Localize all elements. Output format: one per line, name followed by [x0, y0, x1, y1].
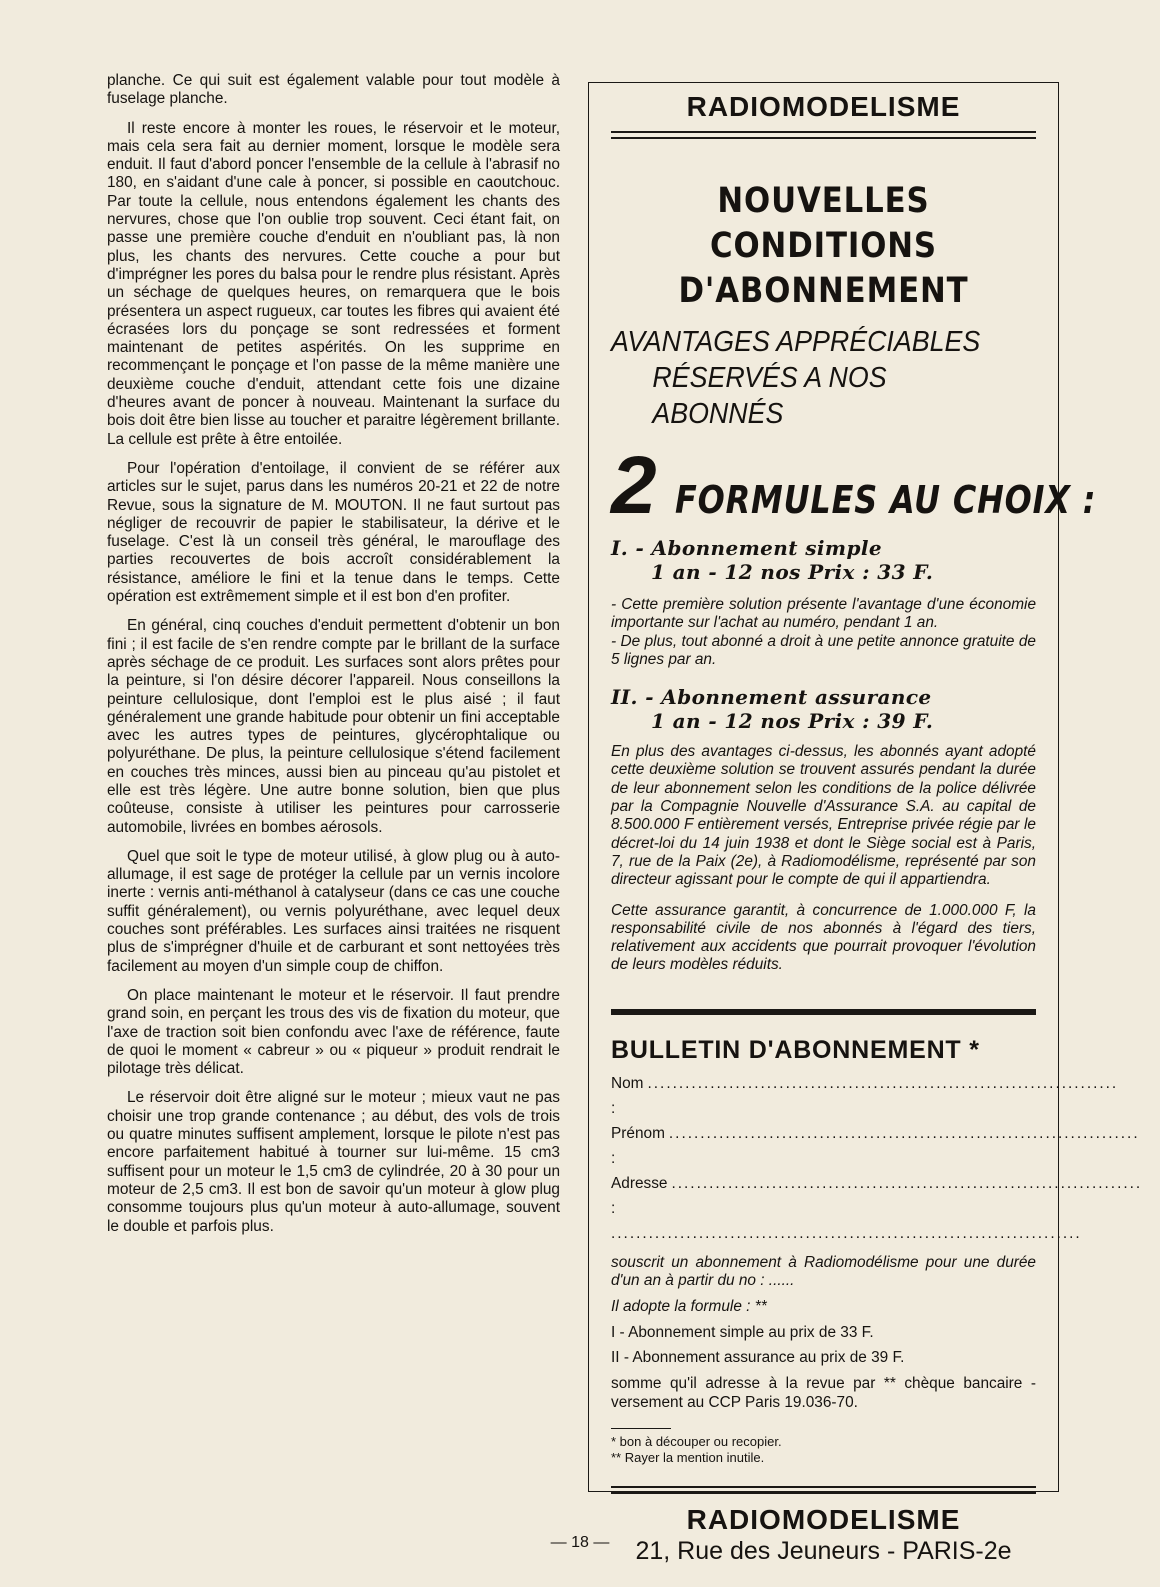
field-adresse-continued[interactable] [611, 1221, 1082, 1246]
formula-1-text: - De plus, tout abonné a droit à une petite annonce gratuite de 5 lignes par an. [611, 632, 1036, 668]
field-nom-line[interactable]: ........................................................................... [647, 1074, 1119, 1092]
formula-1-title: I. - Abonnement simple [611, 536, 882, 560]
advantages-heading [611, 324, 1011, 432]
ad-title-line-1: NOUVELLES CONDITIONS [709, 181, 938, 266]
article-paragraph: planche. Ce qui suit est également valable pour tout modèle à fuselage planche. [107, 72, 560, 108]
ad-masthead: RADIOMODELISME [686, 91, 961, 122]
advantages-line-1: AVANTAGES APPRÉCIABLES [611, 326, 981, 358]
bulletin-form [611, 1071, 1143, 1246]
formula-1-heading [611, 536, 1036, 584]
formula-2-text: Cette assurance garantit, à concurrence de 1.000.000 F, la responsabilité civile de nos abonnés à l'égard des tiers, relativement aux accidents que pourrait provoquer l'évolution de leurs modèles réduits. [611, 901, 1036, 974]
formula-2-price: 1 an - 12 nos Prix : 39 F. [651, 709, 934, 734]
formula-2-text: En plus des avantages ci-dessus, les abonnés ayant adopté cette deuxième solution se trouvent assurés pendant la durée de leur abonnement selon les conditions de la police délivrée par la Compagnie Nouvelle d'Assurance S.A. au capital de 8.500.000 F entièrement versés, Entreprise privée régie par le décret-loi du 14 juin 1938 et dont le Siège social est à Paris, 7, rue de la Paix (2e), à Radiomodélisme, représenté par son directeur agissant pour le compte de qui il appartiendra. [611, 743, 1036, 889]
footnote-1: * bon à découper ou recopier. [611, 1433, 782, 1449]
advantages-line-2: RÉSERVÉS A NOS ABONNÉS [652, 362, 887, 430]
subscription-ad-box [588, 82, 1143, 1565]
subscription-statement: souscrit un abonnement à Radiomodélisme pour une durée d'un an à partir du no : ...... [611, 1253, 1036, 1290]
payment-statement: somme qu'il adresse à la revue par ** chèque bancaire - versement au CCP Paris 19.036-70. [611, 1375, 1036, 1411]
page-number: — 18 — [550, 1534, 610, 1551]
formula-2-description [611, 743, 1036, 975]
address-line: 21, Rue des Jeuneurs - PARIS-2e [635, 1536, 1012, 1565]
formula-2-heading [611, 685, 1036, 733]
formula-choice-label: Il adopte la formule : ** [611, 1298, 767, 1316]
ad-title [637, 179, 1011, 314]
address-title: RADIOMODELISME [686, 1503, 961, 1535]
formula-1-price: 1 an - 12 nos Prix : 33 F. [651, 560, 934, 584]
field-nom[interactable] [611, 1071, 1119, 1121]
article-paragraph: En général, cinq couches d'enduit permettent d'obtenir un bon fini ; il est facile de s'en rendre compte par le brillant de la surface après séchage de ce produit. Les surfaces sont alors prêtes pour la peinture, si l'on désire décorer l'appareil. Nous conseillons la peinture cellulosique, dont l'emploi est le plus aisé ; il faut généralement une grande habitude pour obtenir un fini acceptable avec les autres types de peintures, glycérophtalique ou polyuréthane. De plus, la peinture cellulosique s'étend facilement en couches très minces, aussi bien au pinceau qu'au pistolet et elle est très légère. Une autre bonne solution, bien que plus coûteuse, consiste à utiliser les peintures pour carrosserie automobile, livrées en bombes aérosols. [107, 617, 560, 836]
formules-text: FORMULES AU CHOIX : [674, 478, 1096, 522]
field-adresse[interactable] [611, 1171, 1143, 1221]
article-paragraph: Quel que soit le type de moteur utilisé, à glow plug ou à auto-allumage, il est sage de protéger la cellule par un vernis incolore inerte : vernis anti-méthanol à catalyseur (dans ce cas une couche suffit généralement), ou vernis polyuréthane, avec lequel deux couches sont préférables. Les surfaces ainsi traitées ne risquent plus de s'imprégner d'huile et de carburant et sont nettoyées très facilement au moyen d'un simple coup de chiffon. [107, 847, 560, 975]
article-paragraph: Il reste encore à monter les roues, le réservoir et le moteur, mais cela sera fait au dernier moment, lorsque le modèle sera enduit. Il faut d'abord poncer l'ensemble de la cellule à l'abrasif no 180, en s'aidant d'une cale à poncer, si possible en caoutchouc. Par toute la cellule, nous entendons également les chants des nervures, chose que l'on oublie trop souvent. Ceci étant fait, on passe une première couche d'enduit en n'oubliant pas, là non plus, les chants des nervures. Cette couche a pour but d'imprégner les pores du balsa pour le rendre plus résistant. Après un séchage de quelques heures, on remarquera que le bois présentera un aspect rugueux, car toutes les fibres qui avaient été écrasées lors du ponçage se sont redressées et forment maintenant de petites aspérités. On les supprime en recommençant le ponçage et l'on passe de la même manière une deuxième couche d'enduit, attendant cette fois une dizaine d'heures avant de poncer à nouveau. Maintenant la surface du bois doit être bien lisse au toucher et paraitre légèrement brillante. La cellule est prête à être entoilée. [107, 119, 560, 448]
article-column [107, 72, 560, 1236]
article-paragraph: Pour l'opération d'entoilage, il convient de se référer aux articles sur le sujet, parus dans les numéros 20-21 et 22 de notre Revue, sous la signature de M. MOUTON. Il ne faut surtout pas négliger de recouvrir de papier le stabilisateur, la dérive et le fuselage. C'est là un conseil très général, le marouflage des parties recouvertes de bois accroît considérablement la résistance, améliore le fini et la tenue dans le temps. Cette opération est extrêmement simple et il est bon d'en profiter. [107, 459, 560, 606]
formula-2-title: II. - Abonnement assurance [611, 685, 932, 710]
field-adresse-line-2[interactable]: ........................................................................... [611, 1224, 1082, 1242]
footnote-2: ** Rayer la mention inutile. [611, 1449, 765, 1465]
section-rule [611, 1009, 1036, 1015]
article-paragraph: Le réservoir doit être aligné sur le moteur ; mieux vaut ne pas choisir une trop grande contenance ; au début, des vols de trois ou quatre minutes suffisent amplement, lorsque le pilote n'est pas encore parfaitement habitué à tourner sur lui-même. 15 cm3 suffisent pour un moteur le 1,5 cm3 de cylindrée, 20 à 30 pour un moteur de 2,5 cm3. Il est bon de savoir qu'un moteur à glow plug consomme toujours plus qu'un moteur à auto-allumage, souvent le double et parfois plus. [107, 1089, 560, 1235]
field-nom-label: Nom : [611, 1074, 644, 1117]
footnote-rule [611, 1428, 671, 1429]
ad-title-line-2: D'ABONNEMENT [678, 271, 969, 311]
formules-number: 2 [611, 440, 657, 531]
option-2: II - Abonnement assurance au prix de 39 F. [611, 1348, 905, 1366]
field-prenom[interactable] [611, 1121, 1140, 1171]
formula-1-text: - Cette première solution présente l'avantage d'une économie importante sur l'achat au numéro, pendant 1 an. [611, 596, 1036, 632]
option-1: I - Abonnement simple au prix de 33 F. [611, 1323, 874, 1341]
formules-heading [611, 440, 1096, 531]
field-prenom-line[interactable]: ........................................................................... [668, 1124, 1140, 1142]
bulletin-title: BULLETIN D'ABONNEMENT * [611, 1035, 980, 1064]
double-rule [611, 131, 1036, 139]
field-adresse-label: Adresse : [611, 1174, 668, 1217]
field-prenom-label: Prénom : [611, 1124, 665, 1167]
formula-1-description [611, 596, 1036, 669]
double-rule [611, 1486, 1036, 1494]
article-paragraph: On place maintenant le moteur et le réservoir. Il faut prendre grand soin, en perçant les trous des vis de fixation du moteur, que l'axe de traction soit bien confondu avec l'axe de référence, faute de quoi le moment « cabreur » ou « piqueur » produit rendrait le pilotage très délicat. [107, 986, 560, 1078]
field-adresse-line[interactable]: ........................................................................... [671, 1174, 1143, 1192]
